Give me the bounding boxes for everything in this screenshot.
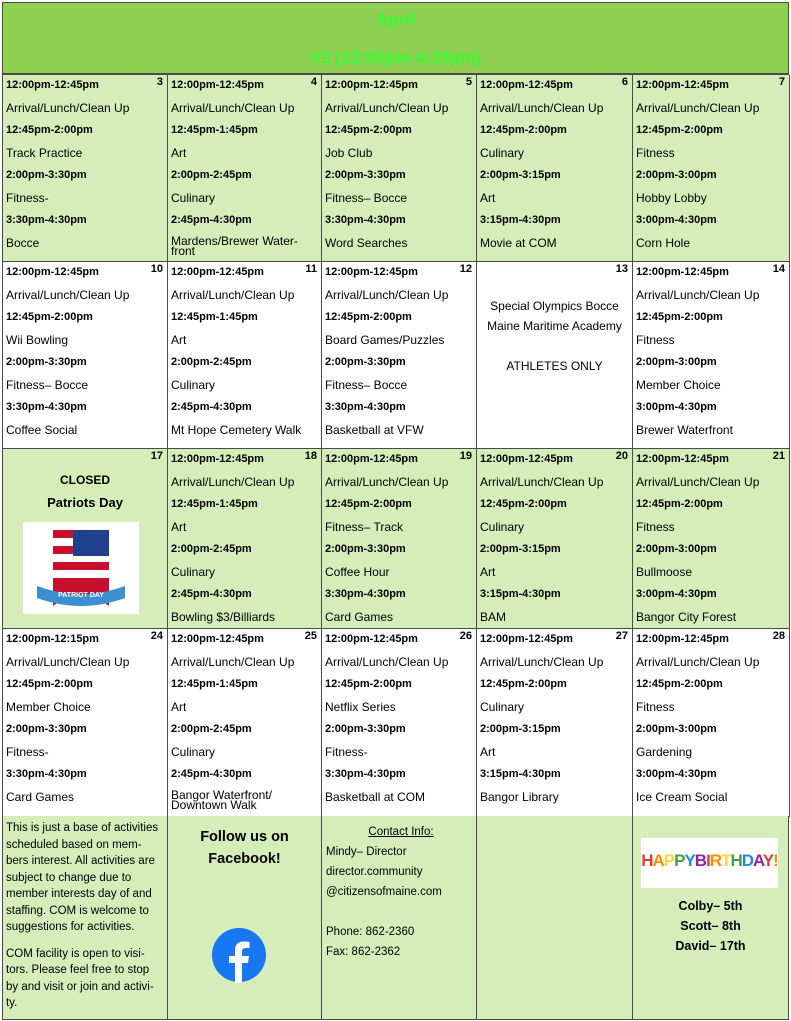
activity: Fitness xyxy=(636,699,675,714)
activity: Bangor Waterfront/ Downtown Walk xyxy=(171,787,272,812)
time-slot: 2:45pm-4:30pm xyxy=(171,214,252,226)
activity: Fitness– Bocce xyxy=(325,377,408,392)
activity: Art xyxy=(171,519,187,534)
contact-name: Mindy– Director xyxy=(326,846,407,858)
activity: Arrival/Lunch/Clean Up xyxy=(636,287,760,302)
holiday-name: Patriots Day xyxy=(47,495,123,510)
activity: Arrival/Lunch/Clean Up xyxy=(171,100,295,115)
time-slot: 12:00pm-12:45pm xyxy=(171,266,264,278)
activity: Arrival/Lunch/Clean Up xyxy=(6,654,130,669)
activity: Art xyxy=(480,190,496,205)
time-slot: 3:00pm-4:30pm xyxy=(636,588,717,600)
day-number: 11 xyxy=(305,263,317,275)
birthday-letter: I xyxy=(706,851,710,870)
activity: Arrival/Lunch/Clean Up xyxy=(636,654,760,669)
time-slot: 2:00pm-3:00pm xyxy=(636,169,717,181)
info-note-1: This is just a base of activities scheduled based on mem-bers interest. All activities are subject to change due to member interests day of and staffing. COM is welcome to suggestions for activities. xyxy=(6,822,159,933)
day-number: 26 xyxy=(459,630,472,642)
day-cell-5 xyxy=(322,75,477,262)
day-schedule xyxy=(171,452,307,629)
activity: Basketball at VFW xyxy=(325,422,424,437)
activity: Culinary xyxy=(171,744,216,759)
activity: Netflix Series xyxy=(325,699,396,714)
birthday-letter: Y xyxy=(684,851,695,870)
time-slot: 2:00pm-3:00pm xyxy=(636,356,717,368)
day-number: 28 xyxy=(772,630,785,642)
day-number: 10 xyxy=(150,263,163,275)
day-number: 12 xyxy=(459,263,472,275)
contact-title: Contact Info: xyxy=(368,826,434,838)
patriot-day-flag-icon xyxy=(23,522,139,614)
day-schedule xyxy=(171,78,307,258)
time-slot: 2:00pm-3:30pm xyxy=(6,356,87,368)
activity: Member Choice xyxy=(6,699,91,714)
time-slot: 2:45pm-4:30pm xyxy=(171,401,252,413)
day-cell-3 xyxy=(3,75,168,262)
time-slot: 2:00pm-3:30pm xyxy=(325,356,406,368)
info-note-2: COM facility is open to visi-tors. Please feel free to stop by and visit or join and activi-ty. xyxy=(6,947,154,1009)
birthday-letter: ! xyxy=(773,851,778,870)
day-schedule xyxy=(171,265,307,445)
time-slot: 2:00pm-3:30pm xyxy=(325,723,406,735)
activity: Arrival/Lunch/Clean Up xyxy=(171,474,295,489)
time-slot: 12:45pm-2:00pm xyxy=(325,678,412,690)
day-schedule xyxy=(6,632,153,812)
time-slot: 12:00pm-12:45pm xyxy=(480,79,573,91)
birthday-item: Scott– 8th xyxy=(680,919,741,933)
time-slot: 12:45pm-2:00pm xyxy=(636,498,723,510)
day-number: 19 xyxy=(459,450,472,462)
activity: Fitness– Bocce xyxy=(325,190,408,205)
day-schedule xyxy=(6,265,153,445)
day-schedule xyxy=(636,78,775,258)
time-slot: 3:30pm-4:30pm xyxy=(325,401,406,413)
day-cell-25 xyxy=(168,629,322,817)
day-cell-14 xyxy=(633,262,790,449)
day-schedule xyxy=(171,632,307,812)
activity: Word Searches xyxy=(325,235,408,250)
activity: Fitness xyxy=(636,519,675,534)
day-cell-7 xyxy=(633,75,790,262)
info-note-cell xyxy=(2,816,168,1020)
time-slot: 2:00pm-3:30pm xyxy=(6,723,87,735)
follow-line-2: Facebook! xyxy=(208,851,281,867)
time-slot: 12:45pm-2:00pm xyxy=(480,678,567,690)
day-schedule xyxy=(636,632,775,812)
time-slot: 3:30pm-4:30pm xyxy=(6,214,87,226)
day-number: 20 xyxy=(615,450,628,462)
birthday-letter: A xyxy=(652,851,664,870)
activity: Fitness- xyxy=(6,744,49,759)
time-slot: 3:15pm-4:30pm xyxy=(480,588,561,600)
time-slot: 12:45pm-1:45pm xyxy=(171,678,258,690)
time-slot: 12:45pm-2:00pm xyxy=(325,498,412,510)
activity: Culinary xyxy=(480,519,525,534)
activity: Arrival/Lunch/Clean Up xyxy=(636,100,760,115)
day-schedule xyxy=(325,632,462,812)
time-slot: 2:00pm-3:00pm xyxy=(636,723,717,735)
day-schedule xyxy=(6,78,153,258)
birthday-letter: P xyxy=(674,851,685,870)
activity: BAM xyxy=(480,609,507,624)
day-number: 14 xyxy=(772,263,785,275)
time-slot: 12:00pm-12:15pm xyxy=(6,633,99,645)
day-cell-19 xyxy=(322,449,477,629)
time-slot: 2:00pm-2:45pm xyxy=(171,169,252,181)
activity: Fitness– Track xyxy=(325,519,404,534)
special-event-text: Maine Maritime Academy xyxy=(487,319,622,333)
time-slot: 2:00pm-2:45pm xyxy=(171,543,252,555)
activity: Brewer Waterfront xyxy=(636,422,733,437)
time-slot: 12:45pm-2:00pm xyxy=(636,311,723,323)
contact-email-1[interactable]: director.community xyxy=(326,866,423,878)
day-number: 5 xyxy=(465,76,472,88)
contact-email-2[interactable]: @citizensofmaine.com xyxy=(326,886,442,898)
birthday-cell xyxy=(633,816,789,1020)
birthday-letter: T xyxy=(721,851,731,870)
day-number: 25 xyxy=(304,630,317,642)
day-cell-4 xyxy=(168,75,322,262)
empty-cell xyxy=(477,816,633,1020)
birthday-letter: H xyxy=(641,851,653,870)
patriot-day-banner-text: PATRIOT DAY xyxy=(58,592,104,599)
time-slot: 12:45pm-1:45pm xyxy=(171,498,258,510)
day-schedule xyxy=(480,452,618,629)
day-cell-17 xyxy=(3,449,168,629)
birthday-item: Colby– 5th xyxy=(678,899,743,913)
activity: Mardens/Brewer Water-front xyxy=(171,233,298,258)
contact-phone: Phone: 862-2360 xyxy=(326,926,415,938)
activity: Art xyxy=(171,699,187,714)
day-number: 4 xyxy=(310,76,317,88)
day-number: 21 xyxy=(772,450,785,462)
activity: Gardening xyxy=(636,744,693,759)
activity: Ice Cream Social xyxy=(636,789,728,804)
birthday-letter: A xyxy=(753,851,763,870)
activity: Hobby Lobby xyxy=(636,190,707,205)
day-schedule xyxy=(325,78,462,258)
day-cell-26 xyxy=(322,629,477,817)
activity: Bangor Library xyxy=(480,789,559,804)
activity: Culinary xyxy=(171,190,216,205)
activity: Coffee Hour xyxy=(325,564,390,579)
activity: Art xyxy=(171,332,187,347)
activity: Wii Bowling xyxy=(6,332,69,347)
activity: Bangor City Forest xyxy=(636,609,737,624)
activity: Art xyxy=(480,744,496,759)
day-schedule xyxy=(325,452,462,629)
activity: Culinary xyxy=(171,377,216,392)
activity: Card Games xyxy=(6,789,75,804)
time-slot: 3:30pm-4:30pm xyxy=(6,768,87,780)
birthday-letter: Y xyxy=(762,851,774,870)
closed-label: CLOSED xyxy=(59,473,110,487)
time-slot: 12:00pm-12:45pm xyxy=(636,453,729,465)
day-schedule xyxy=(636,452,775,629)
time-slot: 12:45pm-2:00pm xyxy=(636,124,723,136)
activity: Member Choice xyxy=(636,377,721,392)
day-cell-21 xyxy=(633,449,790,629)
time-slot: 2:45pm-4:30pm xyxy=(171,768,252,780)
activity: Mt Hope Cemetery Walk xyxy=(171,422,302,437)
day-number: 27 xyxy=(615,630,628,642)
activity: Fitness– Bocce xyxy=(6,377,89,392)
time-slot: 2:00pm-3:00pm xyxy=(636,543,717,555)
contact-cell xyxy=(322,816,477,1020)
day-cell-10 xyxy=(3,262,168,449)
time-slot: 2:00pm-3:30pm xyxy=(325,169,406,181)
time-slot: 2:00pm-2:45pm xyxy=(171,723,252,735)
time-slot: 12:45pm-2:00pm xyxy=(325,124,412,136)
activity: Arrival/Lunch/Clean Up xyxy=(171,287,295,302)
day-cell-24 xyxy=(3,629,168,817)
activity: Coffee Social xyxy=(6,422,78,437)
birthday-letter: H xyxy=(730,851,742,870)
day-schedule xyxy=(636,265,775,445)
activity: Fitness- xyxy=(325,744,368,759)
activity: Bullmoose xyxy=(636,564,693,579)
time-slot: 12:45pm-2:00pm xyxy=(636,678,723,690)
time-slot: 12:00pm-12:45pm xyxy=(171,633,264,645)
day-cell-27 xyxy=(477,629,633,817)
time-slot: 3:15pm-4:30pm xyxy=(480,214,561,226)
activity: Bocce xyxy=(6,235,40,250)
activity: Fitness- xyxy=(6,190,49,205)
birthday-letter: D xyxy=(741,851,754,870)
happy-birthday-banner xyxy=(641,838,778,888)
time-slot: 12:45pm-1:45pm xyxy=(171,124,258,136)
time-slot: 12:00pm-12:45pm xyxy=(636,266,729,278)
activity: Arrival/Lunch/Clean Up xyxy=(325,100,449,115)
birthday-letter: P xyxy=(663,851,675,870)
day-schedule xyxy=(325,265,462,445)
time-slot: 12:45pm-2:00pm xyxy=(480,124,567,136)
birthday-letter: B xyxy=(694,851,707,870)
birthday-item: David– 17th xyxy=(675,939,746,953)
day-cell-18 xyxy=(168,449,322,629)
day-schedule xyxy=(480,632,618,812)
day-cell-6 xyxy=(477,75,633,262)
time-slot: 12:45pm-2:00pm xyxy=(325,311,412,323)
activity: Arrival/Lunch/Clean Up xyxy=(480,474,604,489)
day-schedule xyxy=(480,78,618,258)
activity: Board Games/Puzzles xyxy=(325,332,445,347)
day-cell-12 xyxy=(322,262,477,449)
day-number: 13 xyxy=(615,263,628,275)
time-slot: 12:45pm-2:00pm xyxy=(480,498,567,510)
time-slot: 12:00pm-12:45pm xyxy=(480,453,573,465)
activity: Track Practice xyxy=(6,145,83,160)
activity: Corn Hole xyxy=(636,235,691,250)
day-cell-11 xyxy=(168,262,322,449)
time-slot: 12:00pm-12:45pm xyxy=(171,453,264,465)
time-slot: 12:00pm-12:45pm xyxy=(325,453,418,465)
activity: Art xyxy=(480,564,496,579)
time-slot: 2:45pm-4:30pm xyxy=(171,588,252,600)
day-cell-13 xyxy=(477,262,633,449)
time-slot: 3:00pm-4:30pm xyxy=(636,401,717,413)
facebook-cell xyxy=(168,816,322,1020)
time-slot: 3:30pm-4:30pm xyxy=(325,768,406,780)
activity: Card Games xyxy=(325,609,394,624)
month-title: April xyxy=(376,10,415,29)
activity: Art xyxy=(171,145,187,160)
activity: Basketball at COM xyxy=(325,789,426,804)
activity: Culinary xyxy=(171,564,216,579)
time-slot: 12:45pm-2:00pm xyxy=(6,678,93,690)
activity: Arrival/Lunch/Clean Up xyxy=(6,287,130,302)
time-slot: 12:00pm-12:45pm xyxy=(6,79,99,91)
activity: Arrival/Lunch/Clean Up xyxy=(325,474,449,489)
time-slot: 2:00pm-3:15pm xyxy=(480,723,561,735)
birthday-letter: R xyxy=(709,851,722,870)
contact-fax: Fax: 862-2362 xyxy=(326,946,401,958)
calendar-header xyxy=(2,2,789,74)
day-number: 7 xyxy=(778,76,785,88)
activity: Arrival/Lunch/Clean Up xyxy=(171,654,295,669)
activity: Arrival/Lunch/Clean Up xyxy=(480,100,604,115)
day-number: 3 xyxy=(156,76,163,88)
time-slot: 12:00pm-12:45pm xyxy=(636,79,729,91)
time-slot: 2:00pm-3:30pm xyxy=(325,543,406,555)
day-cell-28 xyxy=(633,629,790,817)
activity: Fitness xyxy=(636,332,675,347)
day-number: 18 xyxy=(304,450,317,462)
birthday-list xyxy=(633,896,788,956)
follow-line-1: Follow us on xyxy=(200,829,289,845)
time-slot: 3:00pm-4:30pm xyxy=(636,214,717,226)
day-number: 6 xyxy=(621,76,628,88)
footer-row xyxy=(2,816,789,1020)
time-slot: 3:00pm-4:30pm xyxy=(636,768,717,780)
time-slot: 2:00pm-3:30pm xyxy=(6,169,87,181)
time-slot: 2:00pm-3:15pm xyxy=(480,543,561,555)
special-event-text: ATHLETES ONLY xyxy=(506,359,603,373)
facebook-icon[interactable] xyxy=(211,927,267,983)
time-slot: 3:30pm-4:30pm xyxy=(6,401,87,413)
time-slot: 2:00pm-3:15pm xyxy=(480,169,561,181)
time-slot: 12:00pm-12:45pm xyxy=(6,266,99,278)
time-slot: 2:00pm-2:45pm xyxy=(171,356,252,368)
time-slot: 12:45pm-2:00pm xyxy=(6,311,93,323)
activity: Arrival/Lunch/Clean Up xyxy=(325,287,449,302)
happy-birthday-text xyxy=(641,851,778,871)
time-slot: 12:00pm-12:45pm xyxy=(171,79,264,91)
activity: Job Club xyxy=(325,145,373,160)
activity: Arrival/Lunch/Clean Up xyxy=(6,100,130,115)
time-slot: 12:45pm-2:00pm xyxy=(6,124,93,136)
time-slot: 12:00pm-12:45pm xyxy=(325,79,418,91)
time-slot: 3:15pm-4:30pm xyxy=(480,768,561,780)
activity: Fitness xyxy=(636,145,675,160)
activity: Culinary xyxy=(480,145,525,160)
day-cell-20 xyxy=(477,449,633,629)
time-slot: 12:00pm-12:45pm xyxy=(325,633,418,645)
time-slot: 3:30pm-4:30pm xyxy=(325,588,406,600)
activity: Arrival/Lunch/Clean Up xyxy=(480,654,604,669)
day-number: 17 xyxy=(150,450,163,462)
activity: Culinary xyxy=(480,699,525,714)
activity: Arrival/Lunch/Clean Up xyxy=(325,654,449,669)
activity: Bowling $3/Billiards xyxy=(171,609,276,624)
activity: Arrival/Lunch/Clean Up xyxy=(636,474,760,489)
time-slot: 12:45pm-1:45pm xyxy=(171,311,258,323)
time-slot: 3:30pm-4:30pm xyxy=(325,214,406,226)
day-number: 24 xyxy=(150,630,163,642)
time-slot: 12:00pm-12:45pm xyxy=(636,633,729,645)
time-slot: 12:00pm-12:45pm xyxy=(325,266,418,278)
special-event-text: Special Olympics Bocce xyxy=(490,299,619,313)
time-slot: 12:00pm-12:45pm xyxy=(480,633,573,645)
version-title: V2 (12:00pm-4:30pm) xyxy=(309,48,481,67)
activity: Movie at COM xyxy=(480,235,557,250)
